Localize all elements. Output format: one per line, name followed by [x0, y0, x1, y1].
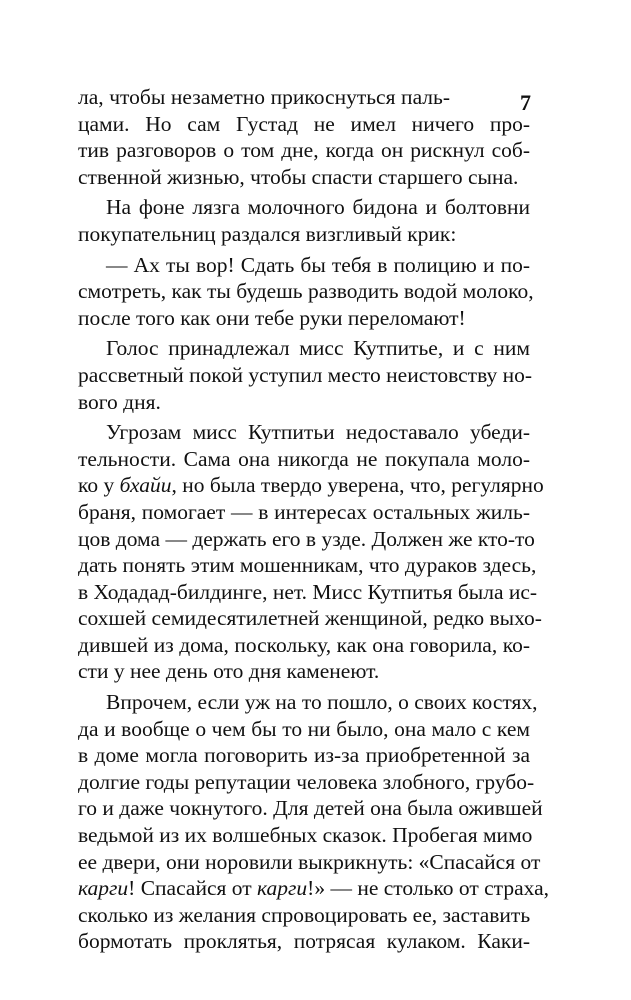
text-line: рассветный покой уступил место неистовству но- [78, 362, 533, 387]
italic-word: карги [257, 876, 308, 901]
text-line: сколько из желания спровоцировать ее, заставить [78, 902, 531, 927]
text-line: дать понять этим мошенникам, что дураков здесь, [78, 553, 537, 578]
text-line: смотреть, как ты будешь разводить водой молоко, [78, 279, 534, 304]
text-line: ее двери, они норовили выкрикнуть: «Спасайся от [78, 849, 541, 874]
text-line: ла, чтобы незаметно прикоснуться паль- [78, 85, 450, 109]
page-number: 7 [520, 90, 531, 115]
text-line: тив разговоров о том дне, когда он рискнул соб- [78, 138, 530, 163]
italic-word: карги [78, 876, 129, 901]
text-span: ко у [78, 473, 120, 498]
text-line: долгие годы репутации человека злобного, грубо- [78, 769, 535, 794]
text-line: На фоне лязга молочного бидона и болтовни [106, 195, 530, 220]
text-line: в Ходадад-билдинге, нет. Мисс Кутпитья была ис- [78, 579, 538, 604]
text-line: ственной жизнью, чтобы спасти старшего сына. [78, 164, 519, 189]
text-line: цов дома — держать его в узде. Должен же кто-то [78, 526, 535, 551]
text-line: после того как они тебе руки переломают! [78, 305, 466, 330]
text-line: Голос принадлежал мисс Кутпитье, и с ним [106, 336, 530, 361]
text-line: Угрозам мисс Кутпитьи недоставало убеди- [106, 420, 530, 445]
text-line: цами. Но сам Густад не имел ничего про- [78, 111, 530, 136]
text-line: — Ах ты вор! Сдать бы тебя в полицию и по- [106, 252, 530, 277]
text-line: тельности. Сама она никогда не покупала моло- [78, 446, 530, 471]
text-line: в доме могла поговорить из-за приобретенной за [78, 743, 530, 768]
italic-word: бхайи [119, 473, 172, 498]
text-line: браня, помогает — в интересах остальных жиль- [78, 499, 530, 524]
text-line: дившей из дома, поскольку, как она говорила, ко- [78, 632, 530, 657]
text-line [78, 875, 550, 902]
text-line: бормотать проклятья, потрясая кулаком. Каки- [78, 929, 530, 954]
text-line: ведьмой из их волшебных сказок. Пробегая мимо [78, 823, 533, 848]
text-line: Впрочем, если уж на то пошло, о своих костях, [106, 690, 538, 715]
body-text [78, 84, 550, 955]
text-line [78, 472, 544, 499]
text-span: ! Спасайся от [128, 876, 257, 901]
text-line: сохшей семидесятилетней женщиной, редко выхо- [78, 606, 542, 631]
text-line: го и даже чокнутого. Для детей она была ожившей [78, 796, 543, 821]
text-span: !» — не столько от страха, [307, 876, 550, 901]
text-line: покупательниц раздался визгливый крик: [78, 221, 457, 246]
text-line: да и вообще о чем бы то ни было, она мало с кем [78, 716, 530, 741]
text-line: вого дня. [78, 389, 161, 414]
text-line: сти у нее день ото дня каменеют. [78, 659, 380, 684]
text-span: , но была твердо уверена, что, регулярно [171, 473, 544, 498]
